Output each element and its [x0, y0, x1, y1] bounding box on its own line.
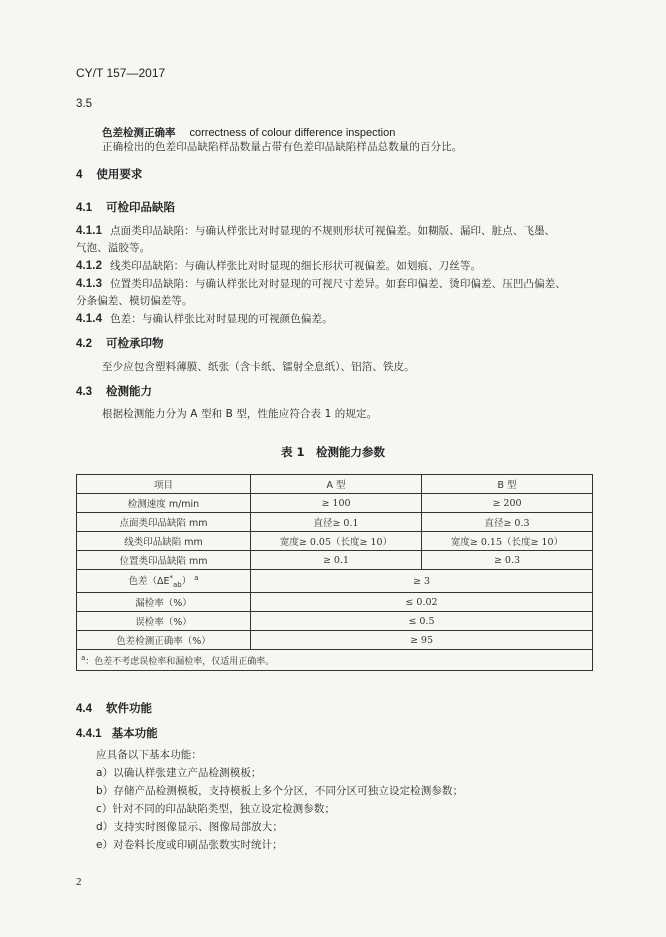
- type-a-value: ≥ 100: [251, 494, 422, 513]
- header-cell-type-a: A 型: [251, 475, 422, 494]
- type-b-value: 直径≥ 0.3: [422, 513, 593, 532]
- table-caption: 表 1 检测能力参数: [280, 445, 385, 459]
- color-diff-label-sup: *: [169, 573, 173, 582]
- section-4-3-text: 根据检测能力分为 A 型和 B 型，性能应符合表 1 的规定。: [102, 408, 378, 420]
- section-title: 软件功能: [106, 701, 152, 715]
- section-number: 4.4.1: [76, 728, 102, 740]
- capability-table: [76, 474, 593, 671]
- clause-text: 线类印品缺陷：与确认样张比对时显现的细长形状可视偏差。如划痕、刀丝等。: [110, 260, 482, 272]
- row-label: 色差检测正确率（%）: [77, 631, 251, 650]
- clause-4-1-1-cont: 气泡、溢胶等。: [76, 242, 151, 254]
- type-a-value: 宽度≥ 0.05（长度≥ 10）: [251, 532, 422, 551]
- section-number: 4.2: [76, 338, 92, 350]
- table-footnote-row: [77, 650, 593, 671]
- section-title: 可检承印物: [106, 336, 164, 350]
- header-cell-item: 项目: [77, 475, 251, 494]
- section-title: 可检印品缺陷: [106, 200, 175, 214]
- clause-4-1-3-cont: 分条偏差、模切偏差等。: [76, 295, 193, 307]
- table-row: [77, 593, 593, 612]
- type-b-value: ≥ 200: [422, 494, 593, 513]
- section-title: 使用要求: [96, 167, 143, 181]
- row-label: 漏检率（%）: [77, 593, 251, 612]
- clause-4-1-1: [76, 223, 555, 238]
- row-label: 点面类印品缺陷 mm: [77, 513, 251, 532]
- section-4-heading: [76, 166, 142, 182]
- table-footnote: [77, 650, 593, 671]
- row-label: 误检率（%）: [77, 612, 251, 631]
- clause-number: 4.1.2: [76, 260, 103, 272]
- clause-number: 4.1.1: [76, 225, 103, 237]
- clause-4-1-2: [76, 258, 481, 273]
- function-list-item: e）对卷料长度或印刷品张数实时统计；: [96, 839, 283, 851]
- section-number: 4.1: [76, 202, 92, 214]
- function-list-item: c）针对不同的印品缺陷类型，独立设定检测参数；: [96, 803, 336, 815]
- row-label: 检测速度 m/min: [77, 494, 251, 513]
- section-number: 4.4: [76, 703, 92, 715]
- table-row: [77, 513, 593, 532]
- type-a-value: ≥ 0.1: [251, 551, 422, 570]
- function-intro: 应具备以下基本功能：: [96, 749, 202, 761]
- section-number: 4.3: [76, 386, 92, 398]
- color-diff-label-post: ）: [181, 576, 192, 588]
- section-4-4-heading: [76, 700, 152, 716]
- merged-value: ≤ 0.5: [251, 612, 593, 631]
- color-diff-label-sub: ab: [172, 580, 182, 589]
- definition-term: [102, 121, 395, 140]
- section-4-1-heading: [76, 199, 175, 215]
- section-4-2-heading: [76, 335, 164, 351]
- section-title: 基本功能: [111, 726, 158, 740]
- function-list-item: a）以确认样张建立产品检测模板；: [96, 767, 262, 779]
- clause-text: 位置类印品缺陷：与确认样张比对时显现的可视尺寸差异。如套印偏差、烫印偏差、压凹凸偏差、: [110, 278, 566, 290]
- table-row: [77, 631, 593, 650]
- merged-value: ≥ 3: [251, 570, 593, 593]
- table-row-color-difference: [77, 570, 593, 593]
- table-row: [77, 612, 593, 631]
- row-label: 位置类印品缺陷 mm: [77, 551, 251, 570]
- section-4-2-text: 至少应包含塑料薄膜、纸张（含卡纸、镭射全息纸）、铝箔、铁皮。: [102, 361, 415, 373]
- merged-value: ≥ 95: [251, 631, 593, 650]
- table-row: [77, 494, 593, 513]
- footnote-mark: a: [194, 573, 199, 582]
- definition-term-cn: 色差检测正确率: [102, 127, 176, 139]
- row-label: 线类印品缺陷 mm: [77, 532, 251, 551]
- type-a-value: 直径≥ 0.1: [251, 513, 422, 532]
- definition-number: 3.5: [76, 98, 92, 110]
- function-list-item: d）支持实时图像显示、图像局部放大；: [96, 821, 283, 833]
- clause-text: 色差：与确认样张比对时显现的可视颜色偏差。: [110, 313, 333, 325]
- clause-4-1-4: [76, 311, 333, 326]
- clause-number: 4.1.3: [76, 278, 103, 290]
- definition-term-en: correctness of colour difference inspection: [189, 127, 396, 139]
- merged-value: ≤ 0.02: [251, 593, 593, 612]
- row-label: [77, 570, 251, 593]
- footnote-text: ：色差不考虑误检率和漏检率，仅适用正确率。: [85, 656, 275, 667]
- standard-code: CY/T 157—2017: [76, 66, 166, 80]
- table-row: [77, 551, 593, 570]
- table-row: [77, 532, 593, 551]
- section-4-4-1-heading: [76, 725, 158, 741]
- clause-text: 点面类印品缺陷：与确认样张比对时显现的不规则形状可视偏差。如糊版、漏印、脏点、飞墨、: [110, 225, 556, 237]
- function-list-item: b）存储产品检测模板，支持模板上多个分区，不同分区可独立设定检测参数；: [96, 785, 464, 797]
- footnote-mark: a: [81, 653, 86, 662]
- section-4-3-heading: [76, 383, 152, 399]
- clause-4-1-3: [76, 276, 566, 291]
- page-number: 2: [76, 876, 82, 888]
- section-number: 4: [76, 169, 83, 181]
- clause-number: 4.1.4: [76, 313, 103, 325]
- table-header-row: [77, 475, 593, 494]
- type-b-value: 宽度≥ 0.15（长度≥ 10）: [422, 532, 593, 551]
- color-diff-label-pre: 色差（ΔE: [128, 576, 170, 588]
- type-b-value: ≥ 0.3: [422, 551, 593, 570]
- definition-text: 正确检出的色差印品缺陷样品数量占带有色差印品缺陷样品总数量的百分比。: [102, 141, 463, 153]
- header-cell-type-b: B 型: [422, 475, 593, 494]
- section-title: 检测能力: [106, 384, 152, 398]
